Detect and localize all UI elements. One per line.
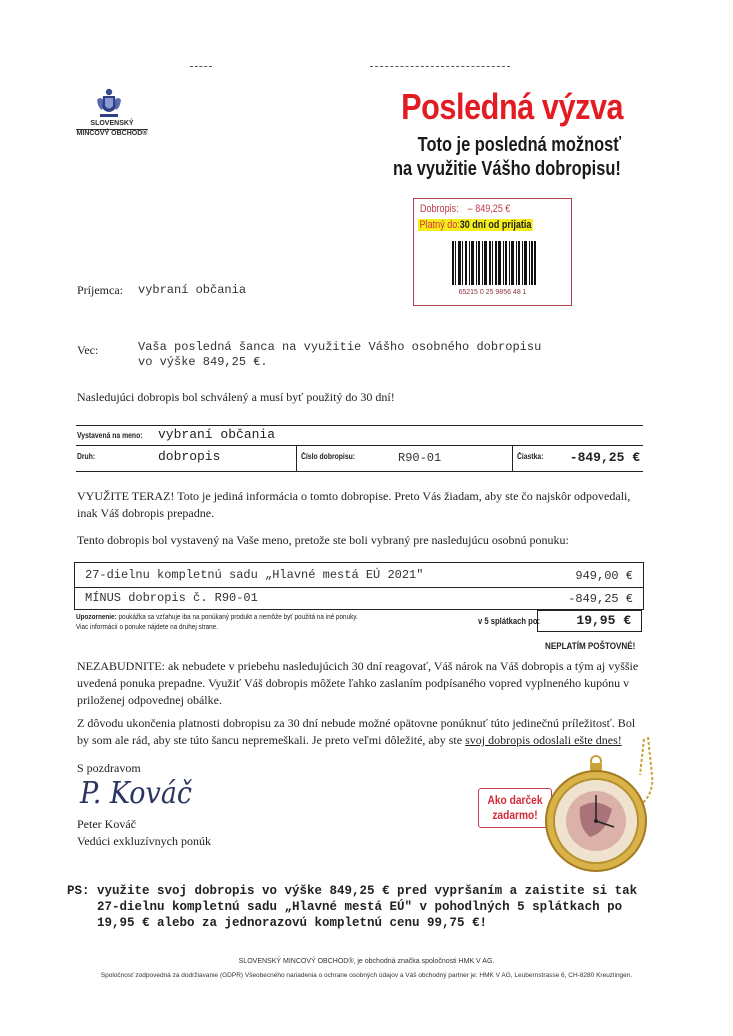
headline-subtitle-1: Toto je posledná možnosť	[417, 134, 621, 156]
top-dash-left	[190, 66, 212, 67]
amount-label: Čiastka:	[517, 452, 544, 461]
offer-note	[76, 612, 358, 632]
ps-line-3: 19,95 € alebo za jednorazovú kompletnú cenu 99,75 €!	[97, 916, 488, 930]
closing-text: S pozdravom	[77, 761, 141, 775]
sender-name: Peter Kováč	[77, 817, 136, 831]
offer-minus-label: MÍNUS dobropis č. R90-01	[85, 591, 258, 605]
subject-label: Vec:	[77, 343, 99, 357]
offer-item-label: 27-dielnu kompletnú sadu „Hlavné mestá EÚ 2021"	[85, 568, 424, 582]
offer-minus-price: -849,25 €	[568, 592, 633, 606]
offer-note-line2: Viac informácií o ponuke nájdete na druhej strane.	[76, 622, 219, 631]
paragraph-offer-intro: Tento dobropis bol vystavený na Vaše meno, pretože ste boli vybraný pre nasledujúcu osobnú ponuku:	[77, 533, 569, 547]
issued-value: vybraní občania	[158, 427, 276, 442]
logo-line1: SLOVENSKÝ	[90, 120, 134, 127]
paragraph-deadline-text: Z dôvodu ukončenia platnosti dobropisu za 30 dní nebude možné opätovne ponúknuť túto jedinečnú príležitosť. Bol by som ale rád, aby ste túto šancu nepremeškali. Je preto veľmi dôležité, aby ste	[77, 716, 636, 747]
ps-line-2: 27-dielnu kompletnú sadu „Hlavné mestá EÚ" v pohodlných 5 splátkach po	[97, 900, 623, 914]
headline-subtitle-2: na využitie Vášho dobropisu!	[393, 158, 621, 180]
subject-line-2: vo výške 849,25 €.	[138, 355, 268, 369]
voucher-valid-value: 30 dní od prijatia	[459, 219, 532, 231]
intro-text: Nasledujúci dobropis bol schválený a musí byť použitý do 30 dní!	[77, 390, 395, 404]
offer-item-price: 949,00 €	[575, 569, 633, 583]
logo-line2: MINCOVÝ OBCHOD®	[76, 130, 148, 137]
voucher-amount-label: Dobropis:	[420, 203, 459, 215]
recipient-value: vybraní občania	[138, 283, 247, 297]
pocket-watch-icon	[540, 735, 665, 885]
type-label: Druh:	[77, 452, 96, 461]
no-postage-text: NEPLATÍM POŠTOVNÉ!	[545, 641, 636, 652]
logo-text	[76, 120, 148, 138]
crest-logo-icon	[94, 86, 124, 120]
footer-line-2: Spoločnosť zodpovedná za dodržiavanie (GDPR) Všeobecného nariadenia o ochrane osobných údajov a Váš obchodný partner je: HMK V AG, Leubernstrasse 6, CH-8280 Kreuzlingen.	[100, 972, 633, 979]
footer-line-1: SLOVENSKÝ MINCOVÝ OBCHOD®, je obchodná značka spoločnosti HMK V AG.	[238, 958, 495, 965]
send-today-link: svoj dobropis odoslali ešte dnes!	[465, 733, 622, 747]
offer-table	[74, 562, 644, 610]
voucher-valid-line	[418, 219, 533, 231]
recipient-label: Príjemca:	[77, 283, 123, 297]
paragraph-remember: NEZABUDNITE: ak nebudete v priebehu nasledujúcich 30 dní reagovať, Váš nárok na Váš dobropis a tým aj vyššie uvedená ponuka prepadne. Využiť Váš dobropis môžete ľahko zaslaním podpísaného vopred vyplneného kupónu v priloženej odpovednej obálke.	[77, 659, 639, 707]
signature: P. Kováč	[80, 776, 193, 811]
amount-value: -849,25 €	[569, 450, 640, 465]
installments-value: 19,95 €	[576, 613, 631, 628]
number-label: Číslo dobropisu:	[301, 452, 356, 461]
credit-table-bottom-rule	[76, 471, 643, 472]
type-value: dobropis	[158, 449, 221, 464]
installments-box	[537, 610, 642, 632]
top-dash-right	[370, 66, 510, 67]
gift-line-2: zadarmo!	[492, 808, 538, 822]
sender-title: Vedúci exkluzívnych ponúk	[77, 834, 211, 848]
offer-row-divider	[75, 587, 643, 588]
subject-line-1: Vaša posledná šanca na využitie Vášho osobného dobropisu	[138, 340, 542, 354]
credit-table-sep-1	[296, 445, 297, 471]
credit-table-top-rule	[76, 425, 643, 426]
voucher-amount-value: – 849,25 €	[467, 203, 511, 215]
credit-table-mid-rule	[76, 445, 643, 446]
offer-note-text: poukážka sa vzťahuje iba na ponúkaný produkt a nemôže byť použitá na iné ponuky.	[116, 612, 358, 621]
issued-label: Vystavená na meno:	[77, 431, 143, 440]
voucher-amount-line	[420, 203, 510, 215]
barcode-number: 65215 0 25 9856 48 1	[458, 289, 527, 296]
offer-note-bold: Upozornenie:	[76, 612, 117, 621]
voucher-valid-label: Platný do:	[419, 219, 460, 231]
voucher-box	[413, 198, 572, 306]
headline-title: Posledná výzva	[401, 86, 623, 127]
ps-line-1: PS: využite svoj dobropis vo výške 849,25 € pred vypršaním a zaistite si tak	[67, 884, 638, 898]
credit-table-sep-2	[512, 445, 513, 471]
gift-line-1: Ako darček	[487, 793, 543, 807]
barcode-icon	[452, 241, 536, 285]
number-value: R90-01	[398, 451, 442, 465]
paragraph-use-now: VYUŽITE TERAZ! Toto je jediná informácia o tomto dobropise. Preto Vás žiadam, aby ste čo najskôr odpovedali, inak Váš dobropis prepadne.	[77, 489, 631, 520]
installments-label: v 5 splátkach po:	[478, 616, 541, 626]
